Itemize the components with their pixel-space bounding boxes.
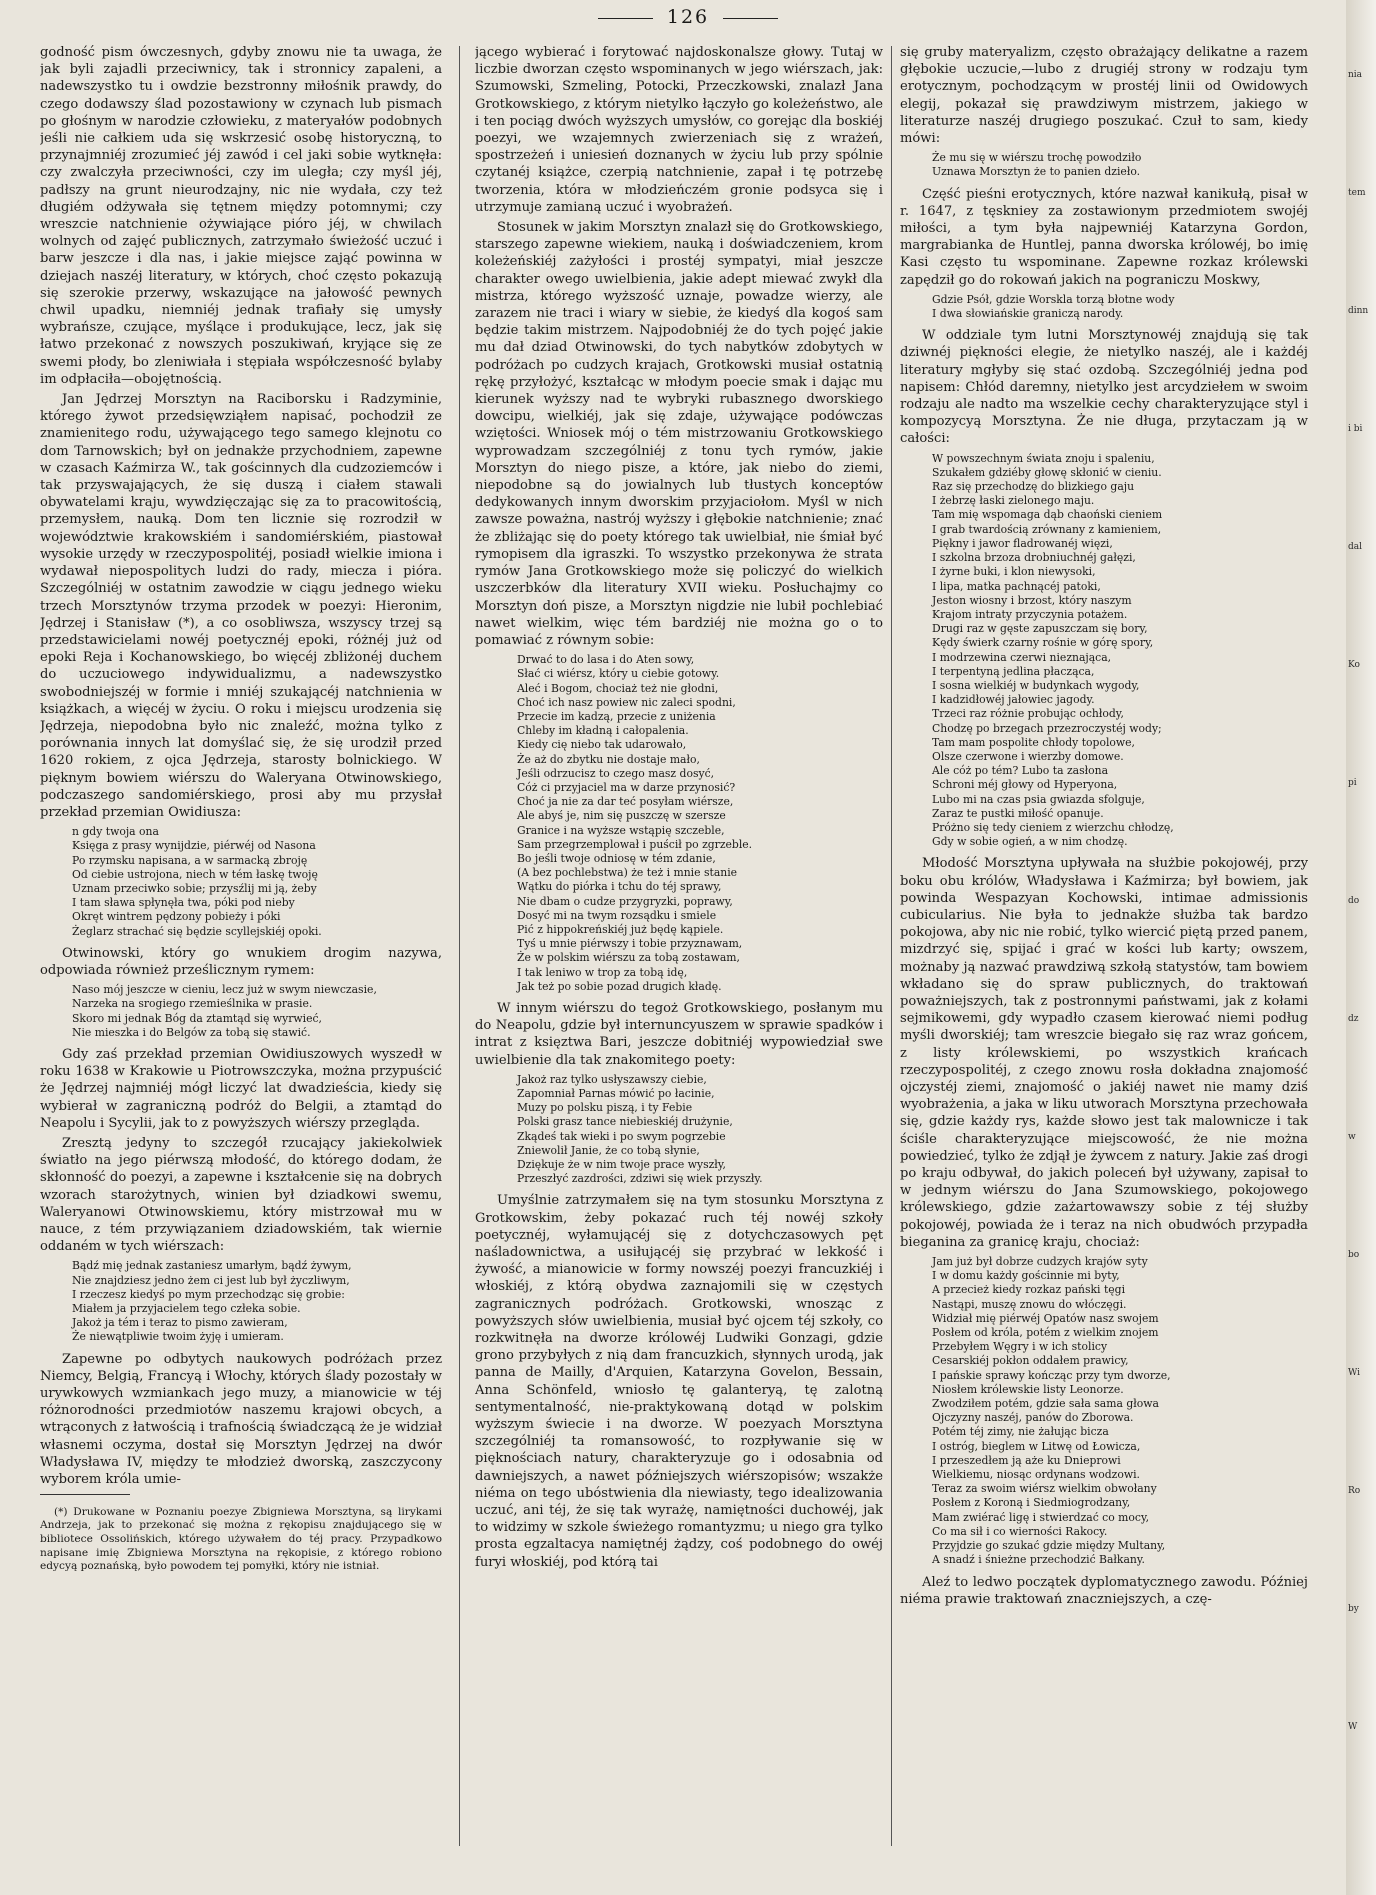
paragraph: Młodość Morsztyna upływała na służbie pokojowéj, przy boku obu królów, Władysława i Kaźmirza; był bowiem, jak powinda Wespazyan Kochowski, intimae admissionis cubicularius. Nie była to jednakże służba tak bardzo pokojowa, aby nic nie robić, tylko wiercić piętą przed panem, mizdrzyć się, spijać i grać w kości lub karty; owszem, możnaby ją nazwać prawdziwą szkołą statystów, tam bowiem wkładano się do spraw publicznych, do traktowań poważniejszych, tak z postronnymi państwami, jak z kołami sejmikowemi, gdy wypadło czasem kierować niemi podług myśli dworskiéj; tam wreszcie biegało się raz wraz gońcem, z listy królewskiemi, po wszystkich krańcach rzeczypospolitéj, z czego znowu rosła dokładna znajomość ojczystéj ziemi, znajomość o jakiéj nawet nie mamy dziś wyobrażenia, a jaka w liku utworach Morsztyna przechowała się, gdzie każdy rys, każde słowo jest tak malownicze i tak ściśle charakteryzujące miejscowość, że nie można powiedzieć, tylko że zdjął je żywcem z natury. Jakie zaś drogi po kraju odbywał, do jakich poleceń był używany, zapisał to w jednym wiérszu do Jana Szumowskiego, pokojowego królewskiego, gdzie zażartowawszy sobie z téj służby pokojowéj, powiada że i teraz na nich obudwóch przypadła bieganina za granicę kraju, chociaż: [900, 856, 1308, 1250]
verse-line: Choć ich nasz powiew nic zaleci spodni, [517, 695, 736, 709]
verse-line: Kiedy cię niebo tak udarowało, [517, 738, 687, 752]
footnote: (*) Drukowane w Poznaniu poezye Zbigniewa Morsztyna, są lirykami Andrzeja, jak to przekonać się można z rękopisu znajdującego się w bibliotece Ossolińskich, którego używałem do téj pracy. Przypadkowo napisane imię Zbigniewa Morsztyna na rękopisie, z którego robiono edycyą poznańską, było powodem tej pomyłki, który nie istniał. [40, 1505, 442, 1573]
verse-line: Widział mię piérwéj Opatów nasz swojem [932, 1311, 1159, 1325]
verse-line: Tyś u mnie piérwszy i tobie przyznawam, [517, 937, 743, 951]
edge-fragment: nia [1348, 70, 1363, 80]
verse-line: I modrzewina czerwi nieznająca, [932, 650, 1112, 664]
verse-line: Choć ja nie za dar teć posyłam wiérsze, [517, 795, 734, 809]
verse-line: Jakoż raz tylko usłyszawszy ciebie, [517, 1072, 707, 1086]
verse-line: I kadzidłowéj jałowiec jagody. [932, 693, 1095, 707]
verse-line: Schroni méj głowy od Hyperyona, [932, 778, 1118, 792]
verse-line: Tam mię wspomaga dąb chaoński cieniem [932, 508, 1163, 522]
verse-line: I ostróg, bieglem w Litwę od Łowicza, [932, 1439, 1141, 1453]
verse-line: I terpentyną jedlina płacząca, [932, 664, 1095, 678]
verse-line: I w domu każdy gościnnie mi byty, [932, 1269, 1120, 1283]
verse-quote [900, 151, 1308, 179]
verse-line: Gdy w sobie ogień, a w nim chodzę. [932, 835, 1128, 849]
verse-line: I dwa słowiańskie graniczą narody. [932, 307, 1124, 321]
verse-quote [900, 1255, 1308, 1567]
text-column-1 [40, 44, 442, 1844]
verse-line: I lipa, matka pachnącéj patoki, [932, 579, 1101, 593]
verse-line: Że w polskim wiérszu za tobą zostawam, [517, 951, 740, 965]
paragraph: Gdy zaś przekład przemian Owidiuszowych wyszedł w roku 1638 w Krakowie u Piotrowszczyka, można przypuścić że Jędrzej najmniéj mógł liczyć lat dwadzieścia, kiedy się wybierał w zagraniczną podróż do Belgii, a ztamtąd do Neapolu i Sycylii, jak to z powyższych wiérszy przegląda. [40, 1046, 442, 1131]
verse-quote [475, 653, 883, 994]
verse-line: Co ma sił i co wierności Rakocy. [932, 1524, 1108, 1538]
text-column-2 [475, 44, 883, 1844]
edge-fragment: by [1348, 1604, 1359, 1614]
verse-line: Naso mój jeszcze w cieniu, lecz już w swym niewczasie, [72, 983, 377, 997]
verse-line: Zkądeś tak wieki i po swym pogrzebie [517, 1129, 726, 1143]
verse-line: Przyjdzie go szukać gdzie między Multany, [932, 1539, 1166, 1553]
edge-fragment: bo [1348, 1250, 1360, 1260]
verse-line: Przecie im kadzą, przecie z uniżenia [517, 709, 716, 723]
verse-line: Trzeci raz różnie probując ochłody, [932, 707, 1124, 721]
page-number: 126 [666, 6, 710, 28]
paragraph: Jan Jędrzej Morsztyn na Raciborsku i Radzyminie, którego żywot przedsięwziąłem napisać, pochodził ze znamienitego rodu, używającego tego samego klejnotu co dom Tarnowskich; był on jednakże przychodniem, zapewne w czasach Kaźmirza W., tak gościnnych dla cudzoziemców i tak przyswajających, że się duszą i ciałem stawali obywatelami kraju, wywdzięczając się za to pracowitością, przemysłem, nauką. Dom ten licznie się rozrodził w województwie krakowskiém i sandomiérskiém, piastował wysokie urzędy w rzeczypospolitéj, posiadł wielkie imiona i wydawał niepospolitych ludzi do rady, miecza i pióra. Szczególniéj w ostatnim zawodzie w ciągu jednego wieku trzech Morsztynów trzyma przodek w poezyi: Hieronim, Jędrzej i Stanisław (*), a co osobliwsza, wszyscy trzej są przedstawicielami nowéj poetycznéj epoki, różnéj już od epoki Reja i Kochanowskiego, bo więcéj zbliżonéj duchem do uczuciowego indywidualizmu, a nadewszystko swobodniejszéj w formie i mniéj szukającéj natchnienia w książkach, a więcéj w życiu. O roku i miejscu urodzenia się Jędrzeja, niepodobna było nic znaleźć, można tylko z porównania innych lat domyślać się, że się urodził przed 1620 rokiem, z ojca Jędrzeja, starosty bolnickiego. W pięknym bowiem wiérszu do Waleryana Otwinowskiego, podczaszego sandomiérskiego, prosi aby mu przysłał przekład przemian Owidiusza: [40, 392, 442, 820]
verse-line: Uznam przeciwko sobie; przysźlij mi ją, żeby [72, 881, 317, 895]
verse-line: Żeglarz strachać się będzie scyllejskiéj opoki. [72, 924, 322, 938]
paragraph: W oddziale tym lutni Morsztynowéj znajdują się tak dziwnéj piękności elegie, że nietylko naszéj, ale i każdéj literatury mgłyby się stać ozdobą. Szczególniéj jedna pod napisem: Chłód daremny, nietylko jest arcydziełem w swoim rodzaju ale nadto ma wszelkie cechy charakteryzujące styl i kompozycyą Morsztyna. Że nie długa, przytaczam ją w całości: [900, 328, 1308, 447]
footnote-rule [40, 1494, 130, 1495]
verse-line: I przeszedłem ją aże ku Dnieprowi [932, 1453, 1121, 1467]
paragraph: W innym wiérszu do tegoż Grotkowskiego, posłanym mu do Neapolu, gdzie był internuncyuszem w sprawie spadków i intrat z księztwa Bari, jeszcze dobitniéj wypowiedział swe uwielbienie dla tak znakomitego poety: [475, 1000, 883, 1068]
verse-line: Granice i na wyższe wstąpię szczeble, [517, 823, 725, 837]
text-column-3 [900, 44, 1308, 1844]
verse-line: Jakoż ja tém i teraz to pismo zawieram, [72, 1316, 288, 1330]
verse-line: Krajom intraty przyczynia potażem. [932, 607, 1128, 621]
verse-line: Księga z prasy wynijdzie, piérwéj od Nasona [72, 839, 316, 853]
verse-line: I żyrne buki, i klon niewysoki, [932, 565, 1096, 579]
verse-line: Bądź mię jednak zastaniesz umarłym, bądź żywym, [72, 1259, 352, 1273]
verse-line: Gdzie Psół, gdzie Worskla torzą błotne wody [932, 292, 1175, 306]
verse-line: Chodzę po brzegach przezroczystéj wody; [932, 721, 1162, 735]
paragraph: Zapewne po odbytych naukowych podróżach przez Niemcy, Belgią, Francyą i Włochy, których ślady pozostały w urywkowych wzmiankach jego muzy, a mianowicie w téj różnorodności przedmiotów naszemu krajowi obcych, a wtrąconych z łatwością i trafnością świadczącą że je widział własnemi oczyma, dostał się Morsztyn Jędrzej na dwór Władysława IV, między te młodzież dworską, zaszczycony wyborem króla umie- [40, 1351, 442, 1488]
verse-line: Aleć i Bogom, chociaż też nie głodni, [517, 681, 719, 695]
paragraph: godność pism ówczesnych, gdyby znowu nie ta uwaga, że jak byli zajadli przeciwnicy, tak i stronnicy zapaleni, a nadewszystko tu i owdzie bezstronny miłośnik prawdy, do czego dodawszy ślad pozostawiony w czynach lub pismach po głośnym w narodzie człowieku, z materyałów podobnych jeśli nie całkiem uda się wskrzesić osobę historyczną, to przynajmniéj zrozumieć jéj zawód i cel jaki sobie wytknęła: czy zwalczyła przeciwności, czy im uległa; czy myśl jéj, padłszy na grunt nieurodzajny, nic nie wydała, czy też długiém odżywała się tętnem między potomnymi; czy wreszcie natchnienie ożywiające pióro jéj, w chwilach wolnych od zajęć publicznych, zatrzymało świeżość uczuć i barw jeszcze i dla nas, i jakie miejsce zająć powinna w dziejach naszéj literatury, w których, choć często pokazują się szerokie przerwy, wskazujące na jałowość pewnych chwil upadku, niemniéj jednak trafiały się umysły wybrańsze, czujące, myślące i produkujące, lecz, jak się łatwo przekonać z nowszych poszukiwań, kryjące się ze swemi płody, bo zleniwiała i stępiała współczesność bylaby im odpłaciła—obojętnością. [40, 45, 442, 387]
verse-quote [40, 1259, 442, 1344]
verse-line: Jak też po sobie pozad drugich kładę. [517, 979, 722, 993]
verse-line: Bo jeśli twoje odniosę w tém zdanie, [517, 851, 716, 865]
verse-line: A snadź i śnieżne przechodzić Bałkany. [932, 1553, 1145, 1567]
verse-line: I grab twardością zrównany z kamieniem, [932, 522, 1162, 536]
verse-line: Jeśli odrzucisz to czego masz dosyć, [517, 766, 715, 780]
verse-line: Lubo mi na czas psia gwiazda sfolguje, [932, 792, 1145, 806]
verse-line: A przecież kiedy rozkaz pański tęgi [932, 1283, 1126, 1297]
verse-line: Nastąpi, muszę znowu do włóczęgi. [932, 1297, 1127, 1311]
verse-line: Jam już był dobrze cudzych krajów syty [932, 1255, 1148, 1269]
verse-line: n gdy twoja ona [72, 825, 159, 839]
edge-fragment: Ro [1348, 1486, 1361, 1496]
verse-line: Przebyłem Węgry i w ich stolicy [932, 1340, 1108, 1354]
verse-line: I pańskie sprawy kończąc przy tym dworze, [932, 1368, 1171, 1382]
paragraph: jącego wybierać i forytować najdoskonalsze głowy. Tutaj w liczbie dworzan często wspominanych w jego wiérszach, jak: Szumowski, Szmeling, Potocki, Przeczkowski, znalazł Jana Grotkowskiego, z którym nietylko łączyło go koleżeństwo, ale i ten pociąg dwóch wyższych umysłów, co gorejąc dla boskiéj poezyi, we wzajemnych zwierzeniach się z wrażeń, spostrzeżeń i uniesień doznanych w życiu lub przy spólnie czytanéj książce, czerpią natchnienie, zapał i tę potrzebę tworzenia, która w młodzieńczém gronie podsyca się i utrzymuje zamianą uczuć i wyobrażeń. [475, 45, 883, 215]
verse-line: I tak leniwo w trop za tobą idę, [517, 965, 688, 979]
verse-line: I sosna wielkiéj w budynkach wygody, [932, 678, 1140, 692]
verse-line: Wielkiemu, niosąc ordynans wodzowi. [932, 1468, 1140, 1482]
edge-fragment: pi [1348, 778, 1357, 788]
verse-line: Pić z hippokreńskiéj już będę kąpiele. [517, 922, 724, 936]
verse-line: Miałem ja przyjacielem tego człeka sobie. [72, 1302, 301, 1316]
edge-fragment: dinn [1348, 306, 1369, 316]
edge-fragment: i bi [1348, 424, 1363, 434]
verse-quote [475, 1073, 883, 1187]
verse-line: Nie dbam o cudze przygryzki, poprawy, [517, 894, 733, 908]
verse-line: Polski grasz tance niebieskiéj drużynie, [517, 1115, 733, 1129]
edge-fragment: do [1348, 896, 1360, 906]
verse-line: Skoro mi jednak Bóg da ztamtąd się wyrwieć, [72, 1011, 322, 1025]
verse-line: Drugi raz w gęste zapuszczam się bory, [932, 622, 1148, 636]
verse-line: I żebrzę łaski zielonego maju. [932, 494, 1095, 508]
edge-fragment: tem [1348, 188, 1366, 198]
verse-line: Od ciebie ustrojona, niech w tém łaskę twoję [72, 867, 318, 881]
verse-line: Tam mam pospolite chłody topolowe, [932, 735, 1135, 749]
page-header [0, 6, 1376, 28]
verse-line: Cesarskiéj pokłon oddałem prawicy, [932, 1354, 1129, 1368]
verse-line: Posłem od króla, potém z wielkim znojem [932, 1326, 1159, 1340]
adjacent-page-edge [1346, 0, 1376, 1895]
verse-line: Ojczyzny naszéj, panów do Zborowa. [932, 1411, 1134, 1425]
edge-fragment: Wi [1348, 1368, 1360, 1378]
column-divider [459, 46, 460, 1846]
verse-line: Dosyć mi na twym rozsądku i smiele [517, 908, 717, 922]
verse-line: W powszechnym świata znoju i spaleniu, [932, 451, 1155, 465]
verse-line: Olsze czerwone i wierzby domowe. [932, 749, 1124, 763]
paragraph: się gruby materyalizm, często obrażający delikatne a razem głębokie uczucie,—lubo z drugiéj strony w rodzaju tym erotycznym, pochodzącym w prostéj linii od Owidowych elegij, pokazał się prawdziwym mistrzem, jakiego w literaturze naszéj drugiego poszukać. Czuł to sam, kiedy mówi: [900, 45, 1308, 147]
verse-line: (A bez pochlebstwa) że też i mnie stanie [517, 866, 738, 880]
verse-line: Okręt wintrem pędzony pobieży i póki [72, 910, 281, 924]
verse-line: Niosłem królewskie listy Leonorze. [932, 1382, 1124, 1396]
column-divider [891, 46, 892, 1846]
verse-line: Po rzymsku napisana, a w sarmacką zbroję [72, 853, 308, 867]
paragraph: Stosunek w jakim Morsztyn znalazł się do Grotkowskiego, starszego zapewne wiekiem, nauką i doświadczeniem, krom koleżeńskiéj zażyłości i prostéj sympatyi, miał jeszcze charakter owego uwielbienia, jakie adept miewać zwykł dla mistrza, którego wyższość uznaje, powadze wierzy, ale zarazem nie traci i wiary w siebie, że kiedyś dla kogoś sam będzie takim mistrzem. Najpodobniéj że do tych pojęć jakie mu dał dziad Otwinowski, do tych nabytków zdobytych w podróżach po cudzych krajach, Grotkowski musiał ostatnią rękę przyłożyć, kształcąc w młodym poecie smak i dając mu kierunek wyższy nad te wybryki rubasznego dworskiego dowcipu, wielkiéj, jak się zdaje, używające podówczas wziętości. Wniosek mój o tém mistrzowaniu Grotkowskiego wyprowadzam szczególniéj z tonu tych rymów, jakie Morsztyn do niego pisze, a które, jak niebo do ziemi, niepodobne są do jowialnych lub tłustych konceptów dedykowanych innym dworskim przyjaciołom. Myśl w nich zawsze poważna, nastrój wyższy i głębokie natchnienie; znać że zbliżając się do poety którego tak uwielbiał, nie śmiał być rymopisem dla igraszki. To wszystko przekonywa że strata rymów Jana Grotkowskiego może się policzyć do wielkich uszczerbków dla literatury XVII wieku. Posłuchajmy co Morsztyn doń pisze, a Morsztyn nigdzie nie lubił pochlebiać nawet wielkim, więc tém bardziéj nie można go o to pomawiać z równym sobie: [475, 220, 883, 648]
verse-line: Posłem z Koroną i Siedmiogrodzany, [932, 1496, 1131, 1510]
verse-line: Teraz za swoim wiérsz wielkim obwołany [932, 1482, 1157, 1496]
edge-fragment: dal [1348, 542, 1363, 552]
verse-line: Ale abyś je, nim się puszczę w szersze [517, 809, 726, 823]
paragraph: Aleź to ledwo początek dyplomatycznego zawodu. Później niéma prawie traktowań znaczniejszych, a czę- [900, 1574, 1308, 1607]
verse-line: Muzy po polsku piszą, i ty Febie [517, 1101, 693, 1115]
verse-line: Mam zwiérać ligę i stwierdzać co mocy, [932, 1510, 1150, 1524]
verse-line: Narzeka na srogiego rzemieślnika w prasie. [72, 997, 313, 1011]
paragraph: Część pieśni erotycznych, które nazwał kanikułą, pisał w r. 1647, z tęskniey za zostawionym przedmiotem swojéj miłości, a tym była najpewniéj Katarzyna Gordon, margrabianka de Huntlej, panna dworska królowéj, bo imię Kasi często tu wspominane. Zapewne rozkaz królewski zapędził go do rokowań jakich na pograniczu Moskwy, [900, 186, 1308, 288]
header-rule-left [598, 18, 653, 19]
verse-line: Chleby im kładną i całopalenia. [517, 724, 689, 738]
verse-line: Ale cóż po tém? Lubo ta zasłona [932, 764, 1109, 778]
paragraph: Zresztą jedyny to szczegół rzucający jakiekolwiek światło na jego piérwszą młodość, do którego dodam, że skłonność do poezyi, a zapewne i kształcenie się na dobrych wzorach starożytnych, winien był dziadkowi swemu, Waleryanowi Otwinowskiemu, który mistrzował mu w nauce, z tém przywiązaniem dziadowskiém, tak wiernie oddaném w tych wiérszach: [40, 1136, 442, 1255]
verse-line: Że aż do zbytku nie dostaje mało, [517, 752, 700, 766]
verse-line: Przeszłyć zazdrości, zdziwi się wiek przyszły. [517, 1172, 763, 1186]
verse-line: Zaraz te pustki miłość opanuje. [932, 806, 1104, 820]
verse-line: Drwać to do lasa i do Aten sowy, [517, 653, 695, 667]
verse-line: Jeston wiosny i brzost, który naszym [932, 593, 1132, 607]
verse-line: Potém téj zimy, nie żałując bicza [932, 1425, 1109, 1439]
verse-line: Zniewolił Janie, że co tobą słynie, [517, 1143, 700, 1157]
verse-line: Że mu się w wiérszu trochę powodziło [932, 151, 1142, 165]
verse-line: Kędy świerk czarny rośnie w górę spory, [932, 636, 1154, 650]
verse-quote [900, 293, 1308, 321]
edge-fragment: Ko [1348, 660, 1360, 670]
paragraph: Umyślnie zatrzymałem się na tym stosunku Morsztyna z Grotkowskim, żeby pokazać ruch téj nowéj szkoły poetycznéj, wyłamującéj się z dotychczasowych pęt naśladownictwa, a usiłującéj się przybrać w lekkość i żywość, a mianowicie w formy nowszéj poezyi francuzkiéj i włoskiéj, z którą obydwa zaznajomili się w częstych zagranicznych podróżach. Grotkowski, wnosząc z powyższych słów uwielbienia, musiał być ojcem téj szkoły, co rozkwitnęła na dworze królowéj Ludwiki Gonzagi, gdzie grono przybyłych z nią dam francuzkich, słynnych urodą, jak panna de Mailly, d'Arquien, Katarzyna Govelon, Bessain, Anna Schönfeld, wniosło tę galanteryą, tę zalotną sentymentalność, nie-praktykowaną dotąd w polskim wyższym świecie i na dworze. W poezyach Morsztyna szczególniéj ta romansowość, to rozpływanie się w pięknościach natury, charakteryzuje go i odosabnia od dawniejszych, a nawet późniejszych wiérszopisów; wszakże niéma on tego ubóstwienia dla niewiasty, tego idealizowania uczuć, ani téj, że się tak wyrażę, namiętności duchowéj, jak to widzimy w szkole świeżego romantyzmu; u niego gra tylko prosta egzaltacya namiętnéj żądzy, coś podobnego do owéj furyi włoskiéj, pod którą tai [475, 1193, 883, 1570]
verse-line: Że niewątpliwie twoim żyję i umieram. [72, 1330, 284, 1344]
verse-line: Raz się przechodzę do blizkiego gaju [932, 480, 1135, 494]
edge-fragment: dz [1348, 1014, 1359, 1024]
verse-line: Nie znajdziesz jedno żem ci jest lub był życzliwym, [72, 1273, 350, 1287]
paragraph: Otwinowski, który go wnukiem drogim nazywa, odpowiada również prześlicznym rymem: [40, 945, 442, 978]
verse-quote [900, 452, 1308, 850]
verse-line: Próżno się tedy cieniem z wierzchu chłodzę, [932, 820, 1174, 834]
verse-line: I szkolna brzoza drobniuchnéj gałęzi, [932, 551, 1136, 565]
verse-line: Cóż ci przyjaciel ma w darze przynosić? [517, 780, 736, 794]
verse-line: Nie mieszka i do Belgów za tobą się stawić. [72, 1025, 311, 1039]
header-rule-right [723, 18, 778, 19]
verse-line: Sam przegrzemplował i puścił po zgrzeble. [517, 837, 753, 851]
verse-line: Zwodziłem potém, gdzie sała sama głowa [932, 1397, 1159, 1411]
verse-line: Wątku do piórka i tchu do téj sprawy, [517, 880, 722, 894]
verse-line: I rzeczesz kiedyś po mym przechodząc się grobie: [72, 1287, 345, 1301]
verse-line: Szukałem gdziéby głowę skłonić w cieniu. [932, 465, 1162, 479]
edge-fragment: w [1348, 1132, 1356, 1142]
verse-line: Piękny i jawor fladrowanéj więzi, [932, 536, 1113, 550]
verse-line: Dziękuje że w nim twoje prace wyszły, [517, 1158, 726, 1172]
verse-line: I tam sława spłynęła twa, póki pod nieby [72, 896, 295, 910]
verse-line: Uznawa Morsztyn że to panien dzieło. [932, 165, 1141, 179]
verse-line: Słać ci wiérsz, który u ciebie gotowy. [517, 667, 720, 681]
edge-fragment: W [1348, 1722, 1358, 1732]
verse-quote [40, 825, 442, 939]
verse-quote [40, 983, 442, 1040]
verse-line: Zapomniał Parnas mówić po łacinie, [517, 1087, 715, 1100]
